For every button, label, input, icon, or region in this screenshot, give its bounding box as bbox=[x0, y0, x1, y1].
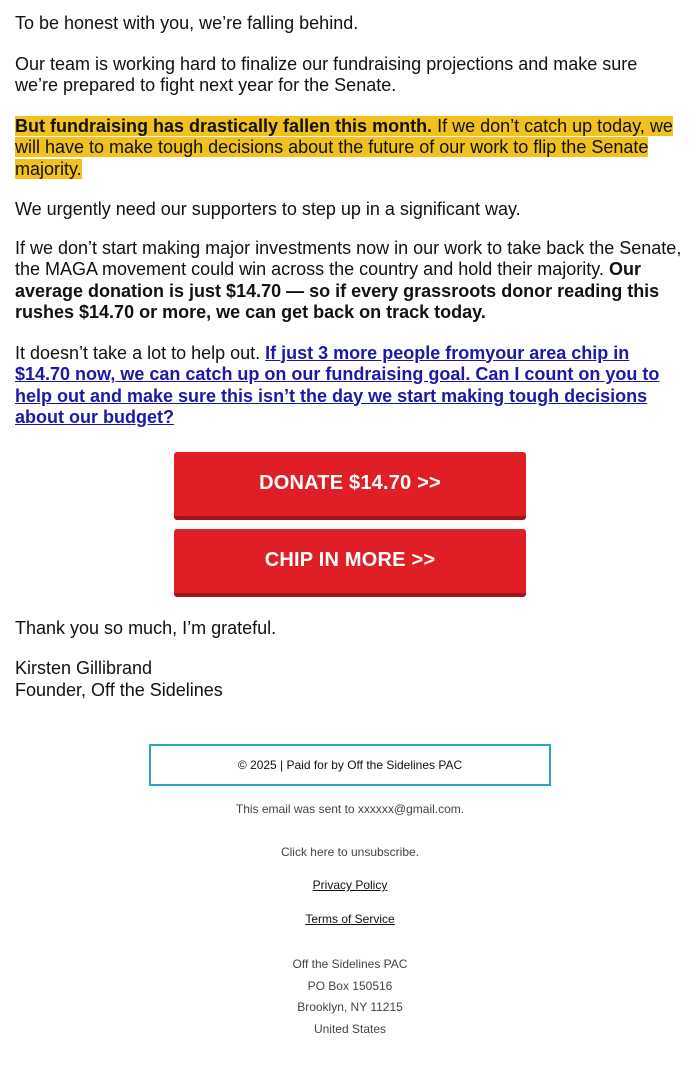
paid-for-text: © 2025 | Paid for by Off the Sidelines PAC bbox=[237, 758, 463, 772]
investment-text: If we don’t start making major investments now in our work to take back the Senate, the MAGA movement could win across the country and hold their majority. bbox=[15, 237, 682, 279]
paragraph-fundraising-alert bbox=[15, 116, 685, 181]
signature-title: Founder, Off the Sidelines bbox=[15, 679, 223, 700]
donate-button[interactable]: DONATE $14.70 >> bbox=[174, 452, 526, 520]
paid-for-box bbox=[149, 744, 551, 786]
thank-you-text: Thank you so much, I’m grateful. bbox=[15, 617, 277, 638]
paragraph-team: Our team is working hard to finalize our fundraising projections and make sure we’re prepared to fight next year for the Senate. bbox=[15, 53, 638, 95]
ask-text: It doesn’t take a lot to help out. bbox=[15, 342, 266, 363]
chip-in-more-button[interactable]: CHIP IN MORE >> bbox=[174, 529, 526, 597]
highlighted-text: If we don’t catch up today, we will have to make tough decisions about the future of our work to flip the Senate majority. bbox=[15, 115, 673, 179]
donate-button-container bbox=[15, 452, 685, 520]
highlighted-bold-text: But fundraising has drastically fallen this month. bbox=[15, 115, 433, 136]
terms-of-service-link[interactable]: Terms of Service bbox=[305, 912, 395, 926]
email-footer bbox=[0, 744, 700, 1040]
donation-ask-link[interactable]: If just 3 more people fromyour area chip in $14.70 now, we can catch up on our fundraising goal. Can I count on you to help out and make sure this isn’t the day we start making tough decisions about our budget? bbox=[15, 342, 660, 427]
average-donation-text: Our average donation is just $14.70 — so if every grassroots donor reading this rushes $14.70 or more, we can get back on track today. bbox=[15, 259, 660, 322]
paragraph-urgent: We urgently need our supporters to step up in a significant way. bbox=[15, 199, 521, 219]
address-po-box: PO Box 150516 bbox=[307, 978, 393, 993]
chip-in-button-container bbox=[15, 529, 685, 597]
address-country: United States bbox=[313, 1021, 387, 1036]
address-city: Brooklyn, NY 11215 bbox=[297, 1000, 403, 1014]
address-org: Off the Sidelines PAC bbox=[292, 957, 408, 971]
privacy-policy-link[interactable]: Privacy Policy bbox=[312, 878, 388, 892]
mailing-address bbox=[0, 954, 700, 1040]
signature bbox=[15, 658, 685, 701]
unsubscribe-link[interactable]: Click here to unsubscribe. bbox=[280, 845, 420, 859]
paragraph-intro: To be honest with you, we’re falling behind. bbox=[15, 13, 359, 33]
signature-name: Kirsten Gillibrand bbox=[15, 658, 153, 678]
paragraph-ask bbox=[15, 343, 685, 429]
paragraph-investment bbox=[15, 238, 685, 324]
sent-to-text: This email was sent to xxxxxx@gmail.com. bbox=[235, 802, 465, 816]
